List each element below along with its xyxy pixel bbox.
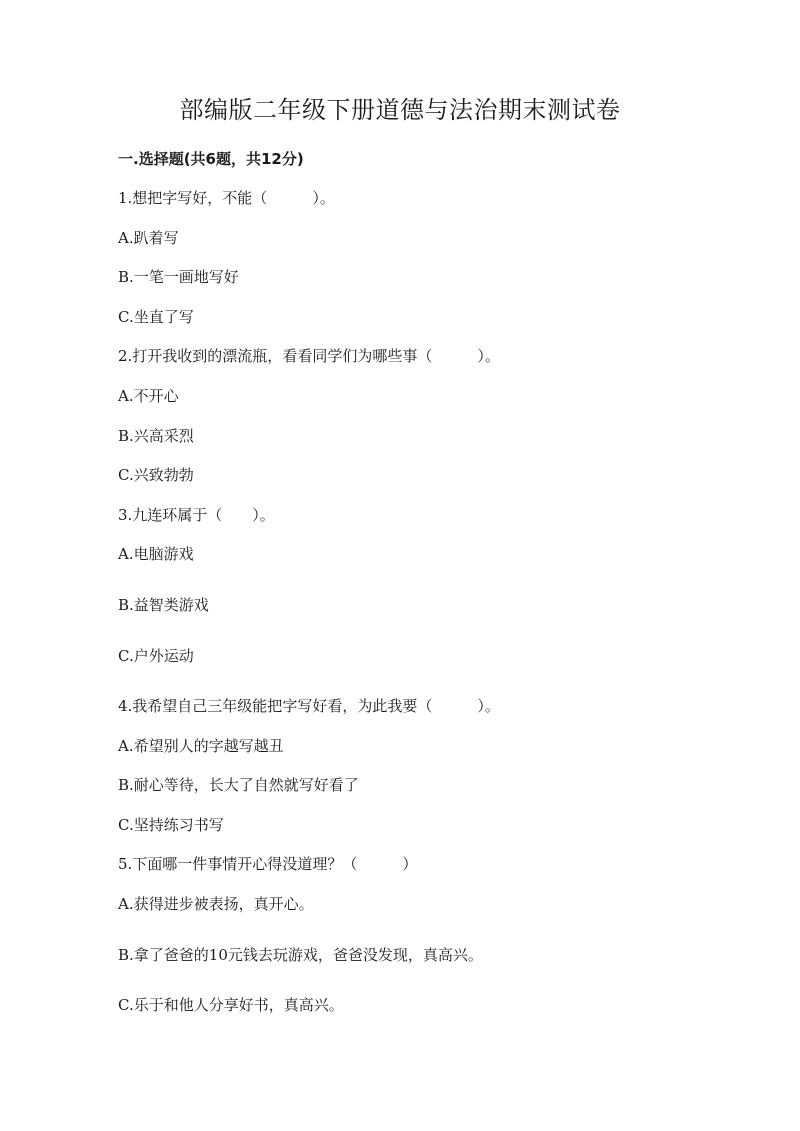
answer-option: C.坐直了写 bbox=[118, 308, 194, 326]
page-title: 部编版二年级下册道德与法治期末测试卷 bbox=[179, 96, 621, 124]
answer-option: C.乐于和他人分享好书，真高兴。 bbox=[118, 996, 344, 1014]
answer-option: C.兴致勃勃 bbox=[118, 466, 194, 484]
answer-option: B.兴高采烈 bbox=[118, 427, 194, 445]
answer-option: A.希望别人的字越写越丑 bbox=[118, 737, 284, 755]
question-stem: 3.九连环属于（ ）。 bbox=[118, 506, 275, 524]
answer-option: B.拿了爸爸的10元钱去玩游戏，爸爸没发现，真高兴。 bbox=[118, 946, 483, 964]
answer-option: A.不开心 bbox=[118, 387, 179, 405]
question-stem: 1.想把字写好，不能（ ）。 bbox=[118, 189, 335, 207]
answer-option: A.获得进步被表扬，真开心。 bbox=[118, 895, 314, 913]
question-stem: 4.我希望自己三年级能把字写好看，为此我要（ ）。 bbox=[118, 697, 500, 715]
section-heading: 一.选择题(共6题，共12分) bbox=[118, 150, 304, 168]
answer-option: B.耐心等待，长大了自然就写好看了 bbox=[118, 776, 359, 794]
question-stem: 2.打开我收到的漂流瓶，看看同学们为哪些事（ ）。 bbox=[118, 347, 500, 365]
question-stem: 5.下面哪一件事情开心得没道理？（ ） bbox=[118, 855, 418, 873]
answer-option: C.坚持练习书写 bbox=[118, 816, 224, 834]
answer-option: B.一笔一画地写好 bbox=[118, 268, 239, 286]
answer-option: B.益智类游戏 bbox=[118, 596, 209, 614]
answer-option: A.电脑游戏 bbox=[118, 545, 194, 563]
answer-option: A.趴着写 bbox=[118, 229, 179, 247]
answer-option: C.户外运动 bbox=[118, 647, 194, 665]
